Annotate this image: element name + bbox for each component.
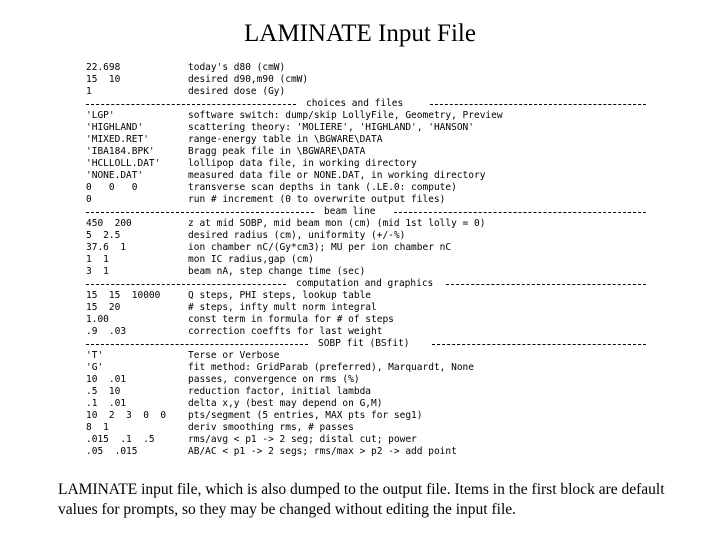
line-description: mon IC radius,gap (cm) <box>188 254 314 265</box>
line-description: rms/avg < p1 -> 2 seg; distal cut; power <box>188 434 417 445</box>
line-value: 'G' <box>86 362 104 373</box>
line-value: 1 <box>86 86 92 97</box>
section-separator <box>86 206 646 218</box>
listing-line <box>86 134 646 146</box>
listing-line <box>86 398 646 410</box>
line-description: beam nA, step change time (sec) <box>188 266 366 277</box>
line-value: 'NONE.DAT' <box>86 170 144 181</box>
line-value: 0 0 0 <box>86 182 138 193</box>
separator-dashes <box>446 284 646 285</box>
line-value: 10 .01 <box>86 374 127 385</box>
listing-line <box>86 74 646 86</box>
line-value: 0 <box>86 194 92 205</box>
listing-line <box>86 170 646 182</box>
listing-line <box>86 374 646 386</box>
line-description: software switch: dump/skip LollyFile, Geometry, Preview <box>188 110 503 121</box>
listing-line <box>86 254 646 266</box>
line-value: 'T' <box>86 350 104 361</box>
line-description: Bragg peak file in \BGWARE\DATA <box>188 146 366 157</box>
line-description: pts/segment (5 entries, MAX pts for seg1) <box>188 410 423 421</box>
listing-line <box>86 302 646 314</box>
listing-line <box>86 350 646 362</box>
separator-dashes <box>430 104 646 105</box>
separator-dashes <box>86 212 314 213</box>
line-description: today's d80 (cmW) <box>188 62 286 73</box>
listing-line <box>86 110 646 122</box>
line-value: 22.698 <box>86 62 121 73</box>
listing-line <box>86 182 646 194</box>
line-description: lollipop data file, in working directory <box>188 158 417 169</box>
line-value: 'MIXED.RET' <box>86 134 149 145</box>
listing-line <box>86 122 646 134</box>
separator-dashes <box>432 344 646 345</box>
line-value: 'IBA184.BPK' <box>86 146 155 157</box>
section-separator <box>86 98 646 110</box>
line-description: reduction factor, initial lambda <box>188 386 372 397</box>
line-value: 15 20 <box>86 302 121 313</box>
line-description: const term in formula for # of steps <box>188 314 394 325</box>
listing-line <box>86 434 646 446</box>
listing-line <box>86 422 646 434</box>
line-description: scattering theory: 'MOLIERE', 'HIGHLAND', 'HANSON' <box>188 122 474 133</box>
listing-line <box>86 86 646 98</box>
line-value: 3 1 <box>86 266 109 277</box>
listing-line <box>86 362 646 374</box>
line-description: z at mid SOBP, mid beam mon (cm) (mid 1st lolly = 0) <box>188 218 486 229</box>
line-value: 1 1 <box>86 254 109 265</box>
listing-line <box>86 242 646 254</box>
line-description: range-energy table in \BGWARE\DATA <box>188 134 383 145</box>
listing-line <box>86 314 646 326</box>
page-title: LAMINATE Input File <box>244 20 476 47</box>
line-description: desired dose (Gy) <box>188 86 286 97</box>
line-value: 15 10 <box>86 74 121 85</box>
line-description: transverse scan depths in tank (.LE.0: compute) <box>188 182 457 193</box>
line-description: desired radius (cm), uniformity (+/-%) <box>188 230 406 241</box>
listing-line <box>86 218 646 230</box>
line-description: deriv smoothing rms, # passes <box>188 422 354 433</box>
line-value: .5 10 <box>86 386 121 397</box>
line-description: Terse or Verbose <box>188 350 280 361</box>
line-value: 8 1 <box>86 422 109 433</box>
line-description: AB/AC < p1 -> 2 segs; rms/max > p2 -> add point <box>188 446 457 457</box>
line-description: # steps, infty mult norm integral <box>188 302 377 313</box>
line-value: .9 .03 <box>86 326 127 337</box>
line-value: .05 .015 <box>86 446 138 457</box>
line-value: 10 2 3 0 0 <box>86 410 167 421</box>
listing-line <box>86 230 646 242</box>
separator-dashes <box>394 212 646 213</box>
listing-line <box>86 290 646 302</box>
line-description: fit method: GridParab (preferred), Marquardt, None <box>188 362 474 373</box>
listing-line <box>86 62 646 74</box>
line-description: Q steps, PHI steps, lookup table <box>188 290 372 301</box>
separator-dashes <box>86 284 286 285</box>
line-description: desired d90,m90 (cmW) <box>188 74 309 85</box>
line-value: 37.6 1 <box>86 242 127 253</box>
line-value: 5 2.5 <box>86 230 121 241</box>
line-value: .015 .1 .5 <box>86 434 155 445</box>
separator-dashes <box>86 344 308 345</box>
section-separator <box>86 278 646 290</box>
listing-line <box>86 158 646 170</box>
line-value: .1 .01 <box>86 398 127 409</box>
line-value: 1.00 <box>86 314 109 325</box>
separator-dashes <box>86 104 296 105</box>
line-description: delta x,y (best may depend on G,M) <box>188 398 383 409</box>
section-separator <box>86 338 646 350</box>
listing-line <box>86 266 646 278</box>
listing-line <box>86 386 646 398</box>
line-description: run # increment (0 to overwrite output files) <box>188 194 446 205</box>
figure-caption: LAMINATE input file, which is also dumped to the output file. Items in the first block are default values for prompts, so they may be changed without editing the input file. <box>58 481 665 518</box>
listing-line <box>86 446 646 458</box>
listing-line <box>86 410 646 422</box>
input-file-listing <box>86 62 646 458</box>
section-label: SOBP fit (BSfit) <box>312 338 416 350</box>
line-value: 450 200 <box>86 218 132 229</box>
line-description: ion chamber nC/(Gy*cm3); MU per ion chamber nC <box>188 242 452 253</box>
section-label: choices and files <box>300 98 409 110</box>
listing-line <box>86 146 646 158</box>
line-description: passes, convergence on rms (%) <box>188 374 360 385</box>
line-description: correction coeffts for last weight <box>188 326 383 337</box>
line-value: 15 15 10000 <box>86 290 161 301</box>
line-value: 'HCLLOLL.DAT' <box>86 158 161 169</box>
line-value: 'HIGHLAND' <box>86 122 144 133</box>
section-label: computation and graphics <box>290 278 439 290</box>
section-label: beam line <box>318 206 381 218</box>
line-value: 'LGP' <box>86 110 115 121</box>
line-description: measured data file or NONE.DAT, in working directory <box>188 170 486 181</box>
listing-line <box>86 194 646 206</box>
listing-line <box>86 326 646 338</box>
